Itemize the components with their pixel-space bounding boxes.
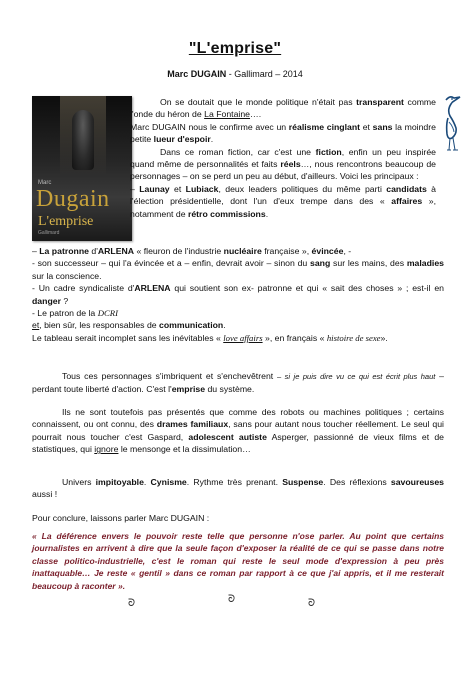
spiral-ornament-icon: ᘐ [308,598,316,609]
spiral-ornament-icon: ᘐ [228,594,236,605]
paragraph-emprise: Tous ces personnages s'imbriquent et s'enchevêtrent – si je puis dire vu ce qui est écrit plus haut – perdant toute liberté d'action. C'est l'emprise du système. [32,371,445,395]
cover-author-first-name: Marc [38,180,52,186]
cover-figure-silhouette [72,110,94,170]
list-item-communication: et, bien sûr, les responsables de communication. [32,320,226,331]
page-title: "L'emprise" [188,40,282,57]
byline [0,69,470,79]
author-quote: « La déférence envers le pouvoir reste telle que personne n'ose parler. Au point que certains journalistes en arrivent à dire que la seule façon d'exposer la réalité de ce qui se passe dans notre classe politico-industrielle, c'est le roman qui reste le seul mode d'expression à peu près inattaquable… Je reste « gentil » dans ce roman par rapport à ce que j'ai appris, et il me resterait beaucoup à raconter ». [32,531,444,591]
paragraph-gaspard: Ils ne sont toutefois pas présentés que comme des robots ou machines politiques ; certains connaissent, ou ont connu, des drames familiaux, sans pour autant nous toucher réellement. Le seul qui pourrait nous toucher c'est Gaspard, adolescent autiste Asperger, passionné de vieux films et de statistiques, qui ignore le mensonge et la dissimulation… [32,407,444,455]
paragraph-confirmation: Marc DUGAIN nous le confirme avec un réalisme cinglant et sans la moindre petite lueur d'espoir. [130,121,436,145]
paragraph-fiction: Dans ce roman fiction, car c'est une fiction, enfin un peu inspirée quand même de personnalités et faits réels…, nous rencontrons beaucoup de personnages – on se perd un peu au début, d'ailleurs. Voici les principaux : [130,146,436,182]
intro-paragraphs [130,96,436,220]
cover-publisher: Gallimard [38,230,60,236]
paragraph-conclusion: Pour conclure, laissons parler Marc DUGAIN : [32,513,210,523]
list-item-leaders: – Launay et Lubiack, deux leaders politiques du même parti candidats à l'élection présidentielle, dont l'un d'eux trempe dans des « affaires », notamment de rétro commissions. [130,183,437,219]
list-item-dcri: - Le patron de la DCRI [32,308,118,319]
list-item-patronne: – La patronne d'ARLENA « fleuron de l'industrie nucléaire française », évincée, - [32,246,352,256]
heron-drawing-icon [438,94,464,152]
cover-book-title: L'emprise [38,214,94,229]
byline-separator: – [272,69,283,79]
book-cover-image [32,96,132,241]
byline-year: 2014 [282,69,303,79]
paragraph-transparent: On se doutait que le monde politique n'était pas transparent comme l'onde du héron de La Fontaine…. [130,97,436,120]
spiral-ornament-icon: ᘐ [128,598,136,609]
characters-list [32,245,444,344]
paragraph-love-affairs: Le tableau serait incomplet sans les inévitables « love affairs », en français « histoire de sexe». [32,332,388,343]
byline-separator: - [226,69,235,79]
byline-publisher: Gallimard [234,69,273,79]
cover-author-name: Dugain [36,186,110,212]
list-item-successeur: - son successeur – qui l'a évincée et a – enfin, devrait avoir – sinon du sang sur les mains, des maladies sur la conscience. [32,258,444,281]
list-item-syndicaliste: - Un cadre syndicaliste d'ARLENA qui soutient son ex- patronne et qui « sait des choses » ; est-il en danger ? [32,283,445,306]
paragraph-univers: Univers impitoyable. Cynisme. Rythme très prenant. Suspense. Des réflexions savoureuses aussi ! [32,477,444,500]
byline-author: Marc DUGAIN [167,69,227,79]
